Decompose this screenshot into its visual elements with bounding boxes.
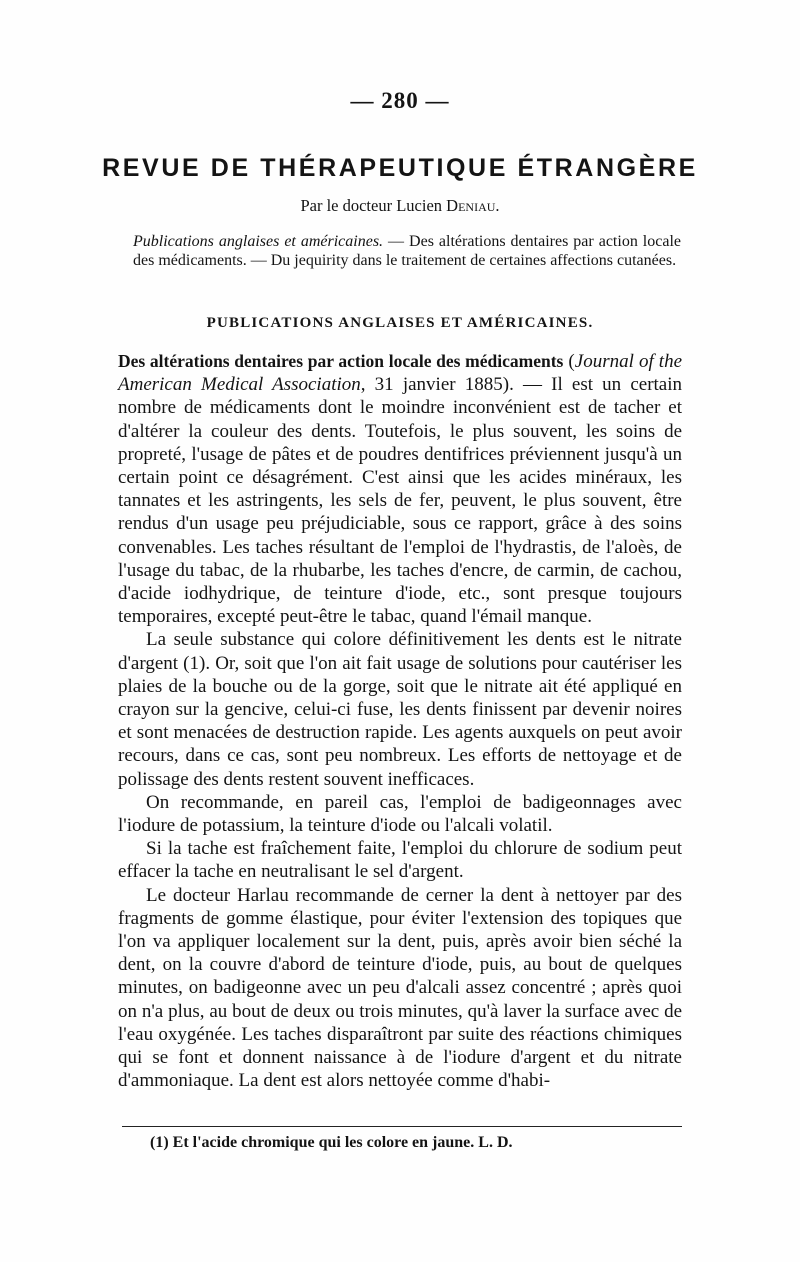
source-date: , 31 janvier 1885). — [360, 374, 514, 396]
summary-label: Publications anglaises et américaines. — [133, 233, 384, 250]
author-suffix: . — [495, 196, 500, 215]
paragraph-1 — [118, 350, 682, 628]
article-body — [118, 350, 682, 1093]
source-open: ( — [563, 351, 575, 372]
page-title: REVUE DE THÉRAPEUTIQUE ÉTRANGÈRE — [102, 154, 698, 182]
paragraph-3: On recommande, en pareil cas, l'emploi de badigeonnages avec l'iodure de potassium, la teinture d'iode ou l'alcali volatil. — [118, 791, 682, 837]
footnote-rule — [122, 1126, 682, 1127]
page-number: — 280 — — [350, 88, 450, 113]
paragraph-1-text: — Il est un certain nombre de médicaments dont le moindre inconvénient est de tacher et d'altérer la couleur des dents. Toutefois, le plus souvent, les soins de propreté, l'usage de pâtes et de poudres dentifrices préviennent jusqu'à un certain point ce désagrément. C'est ainsi que les acides minéraux, les tannates et les astringents, les sels de fer, peuvent, le plus souvent, être rendus d'un usage peu préjudiciable, sous ce rapport, grâce à des soins convenables. Les taches résultant de l'emploi de l'hydrastis, de l'aloès, de l'usage du tabac, de la rhubarbe, les taches d'encre, de carmin, de cachou, d'acide iodhydrique, de teinture d'iode, etc., sont presque toujours temporaires, excepté peut-être le tabac, quand l'émail manque. — [118, 374, 683, 628]
section-heading: PUBLICATIONS ANGLAISES ET AMÉRICAINES. — [206, 315, 594, 331]
author-name: Deniau — [446, 196, 496, 215]
source-journal: Journal of the American Medical Association — [118, 351, 682, 396]
author-line — [0, 196, 800, 216]
paragraph-4: Si la tache est fraîchement faite, l'emploi du chlorure de sodium peut effacer la tache en neutralisant le sel d'argent. — [118, 838, 682, 883]
summary-text: — Des altérations dentaires par action locale des médicaments. — Du jequirity dans le traitement de certaines affections cutanées. — [133, 233, 681, 269]
paragraph-5: Le docteur Harlau recommande de cerner la dent à nettoyer par des fragments de gomme élastique, pour éviter l'extension des topiques que l'on va appliquer localement sur la dent, puis, après avoir bien séché la dent, on la couvre d'abord de teinture d'iode, puis, au bout de quelques minutes, on badigeonne avec un peu d'alcali assez concentré ; après quoi on n'a plus, au bout de deux ou trois minutes, qu'à laver la surface avec de l'eau oxygénée. Les taches disparaîtront par suite des réactions chimiques qui se font et donnent naissance à de l'iodure d'argent et du nitrate d'ammoniaque. La dent est alors nettoyée comme d'habi- — [118, 884, 682, 1092]
summary — [133, 232, 681, 270]
author-prefix: Par le docteur Lucien — [300, 196, 447, 215]
article-title: Des altérations dentaires par action locale des médicaments — [118, 351, 564, 371]
footnote: (1) Et l'acide chromique qui les colore en jaune. L. D. — [150, 1134, 513, 1151]
paragraph-2: La seule substance qui colore définitivement les dents est le nitrate d'argent (1). Or, soit que l'on ait fait usage de solutions pour cautériser les plaies de la bouche ou de la gorge, soit que le nitrate ait été appliqué en crayon sur la gencive, celui-ci fuse, les dents finissent par devenir noires et sont menacées de destruction rapide. Les agents auxquels on peut avoir recours, dans ce cas, sont peu nombreux. Les efforts de nettoyage et de polissage des dents restent souvent inefficaces. — [118, 629, 682, 790]
